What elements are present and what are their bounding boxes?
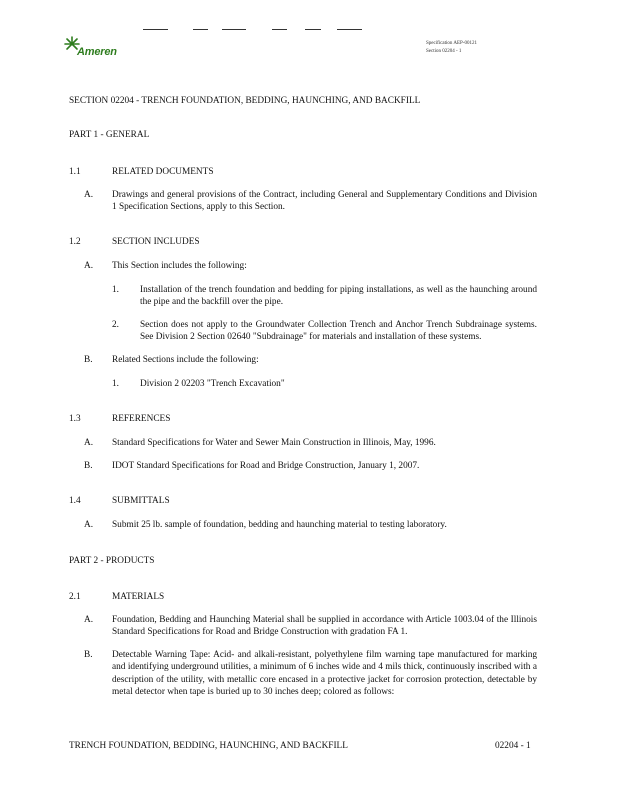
s12-b-letter: B.	[84, 355, 93, 365]
s14-a-letter: A.	[84, 520, 94, 530]
section-ref: Section 02204 - 1	[426, 49, 462, 54]
s13-b-letter: B.	[84, 461, 93, 471]
s12-a1-number: 1.	[112, 285, 119, 295]
s13-a-letter: A.	[84, 438, 94, 448]
footer-page-number: 02204 - 1	[495, 741, 531, 751]
footer-title: TRENCH FOUNDATION, BEDDING, HAUNCHING, AND BACKFILL	[69, 741, 348, 751]
part2-heading: PART 2 - PRODUCTS	[69, 556, 155, 566]
header-rule-6	[337, 29, 362, 30]
s11-number: 1.1	[69, 167, 81, 177]
s11-a-text: Drawings and general provisions of the Contract, including General and Supplementary Conditions and Division 1 Specification Sections, apply to this Section.	[112, 190, 537, 213]
s14-title: SUBMITTALS	[112, 496, 170, 506]
s21-a-letter: A.	[84, 615, 94, 625]
s12-b-text: Related Sections include the following:	[112, 355, 259, 365]
header-rule-2	[193, 29, 208, 30]
ameren-logo	[64, 36, 134, 62]
s11-title: RELATED DOCUMENTS	[112, 167, 214, 177]
s21-number: 2.1	[69, 592, 81, 602]
s21-title: MATERIALS	[112, 592, 165, 602]
s14-a-text: Submit 25 lb. sample of foundation, bedding and haunching material to testing laboratory.	[112, 520, 447, 530]
section-title: SECTION 02204 - TRENCH FOUNDATION, BEDDING, HAUNCHING, AND BACKFILL	[69, 96, 421, 106]
header-rule-3	[222, 29, 246, 30]
spec-number: Specification AEP-00121	[426, 41, 477, 46]
s11-a-letter: A.	[84, 190, 94, 200]
s12-a2-number: 2.	[112, 320, 119, 330]
s12-b1-text: Division 2 02203 "Trench Excavation"	[140, 379, 285, 389]
s21-b-letter: B.	[84, 650, 93, 660]
s14-number: 1.4	[69, 496, 81, 506]
s12-title: SECTION INCLUDES	[112, 237, 200, 247]
s13-title: REFERENCES	[112, 414, 171, 424]
spec-reference	[426, 40, 477, 56]
header-rule-5	[305, 29, 321, 30]
s12-a1-text: Installation of the trench foundation and bedding for piping installations, as well as the haunching around the pipe and the backfill over the pipe.	[140, 285, 537, 308]
header-rule-4	[272, 29, 287, 30]
s12-a-text: This Section includes the following:	[112, 261, 247, 271]
s13-b-text: IDOT Standard Specifications for Road and Bridge Construction, January 1, 2007.	[112, 461, 420, 471]
logo-text: Ameren	[77, 46, 117, 58]
s21-b-text: Detectable Warning Tape: Acid- and alkali-resistant, polyethylene film warning tape manufactured for marking and identifying underground utilities, a minimum of 6 inches wide and 4 mils thick, continuously inscribed with a description of the utility, with metallic core encased in a protective jacket for corrosion protection, detectable by metal detector when tape is buried up to 30 inches deep; colored as follows:	[112, 650, 537, 698]
s13-a-text: Standard Specifications for Water and Sewer Main Construction in Illinois, May, 1996.	[112, 438, 436, 448]
s21-a-text: Foundation, Bedding and Haunching Material shall be supplied in accordance with Article 1003.04 of the Illinois Standard Specifications for Road and Bridge Construction with gradation FA 1.	[112, 615, 537, 638]
s12-number: 1.2	[69, 237, 81, 247]
s12-a2-text: Section does not apply to the Groundwater Collection Trench and Anchor Trench Subdrainage systems. See Division 2 Section 02640 "Subdrainage" for materials and installation of these systems.	[140, 320, 537, 343]
s12-a-letter: A.	[84, 261, 94, 271]
s13-number: 1.3	[69, 414, 81, 424]
part1-heading: PART 1 - GENERAL	[69, 130, 150, 140]
header-rule-1	[143, 29, 168, 30]
s12-b1-number: 1.	[112, 379, 119, 389]
